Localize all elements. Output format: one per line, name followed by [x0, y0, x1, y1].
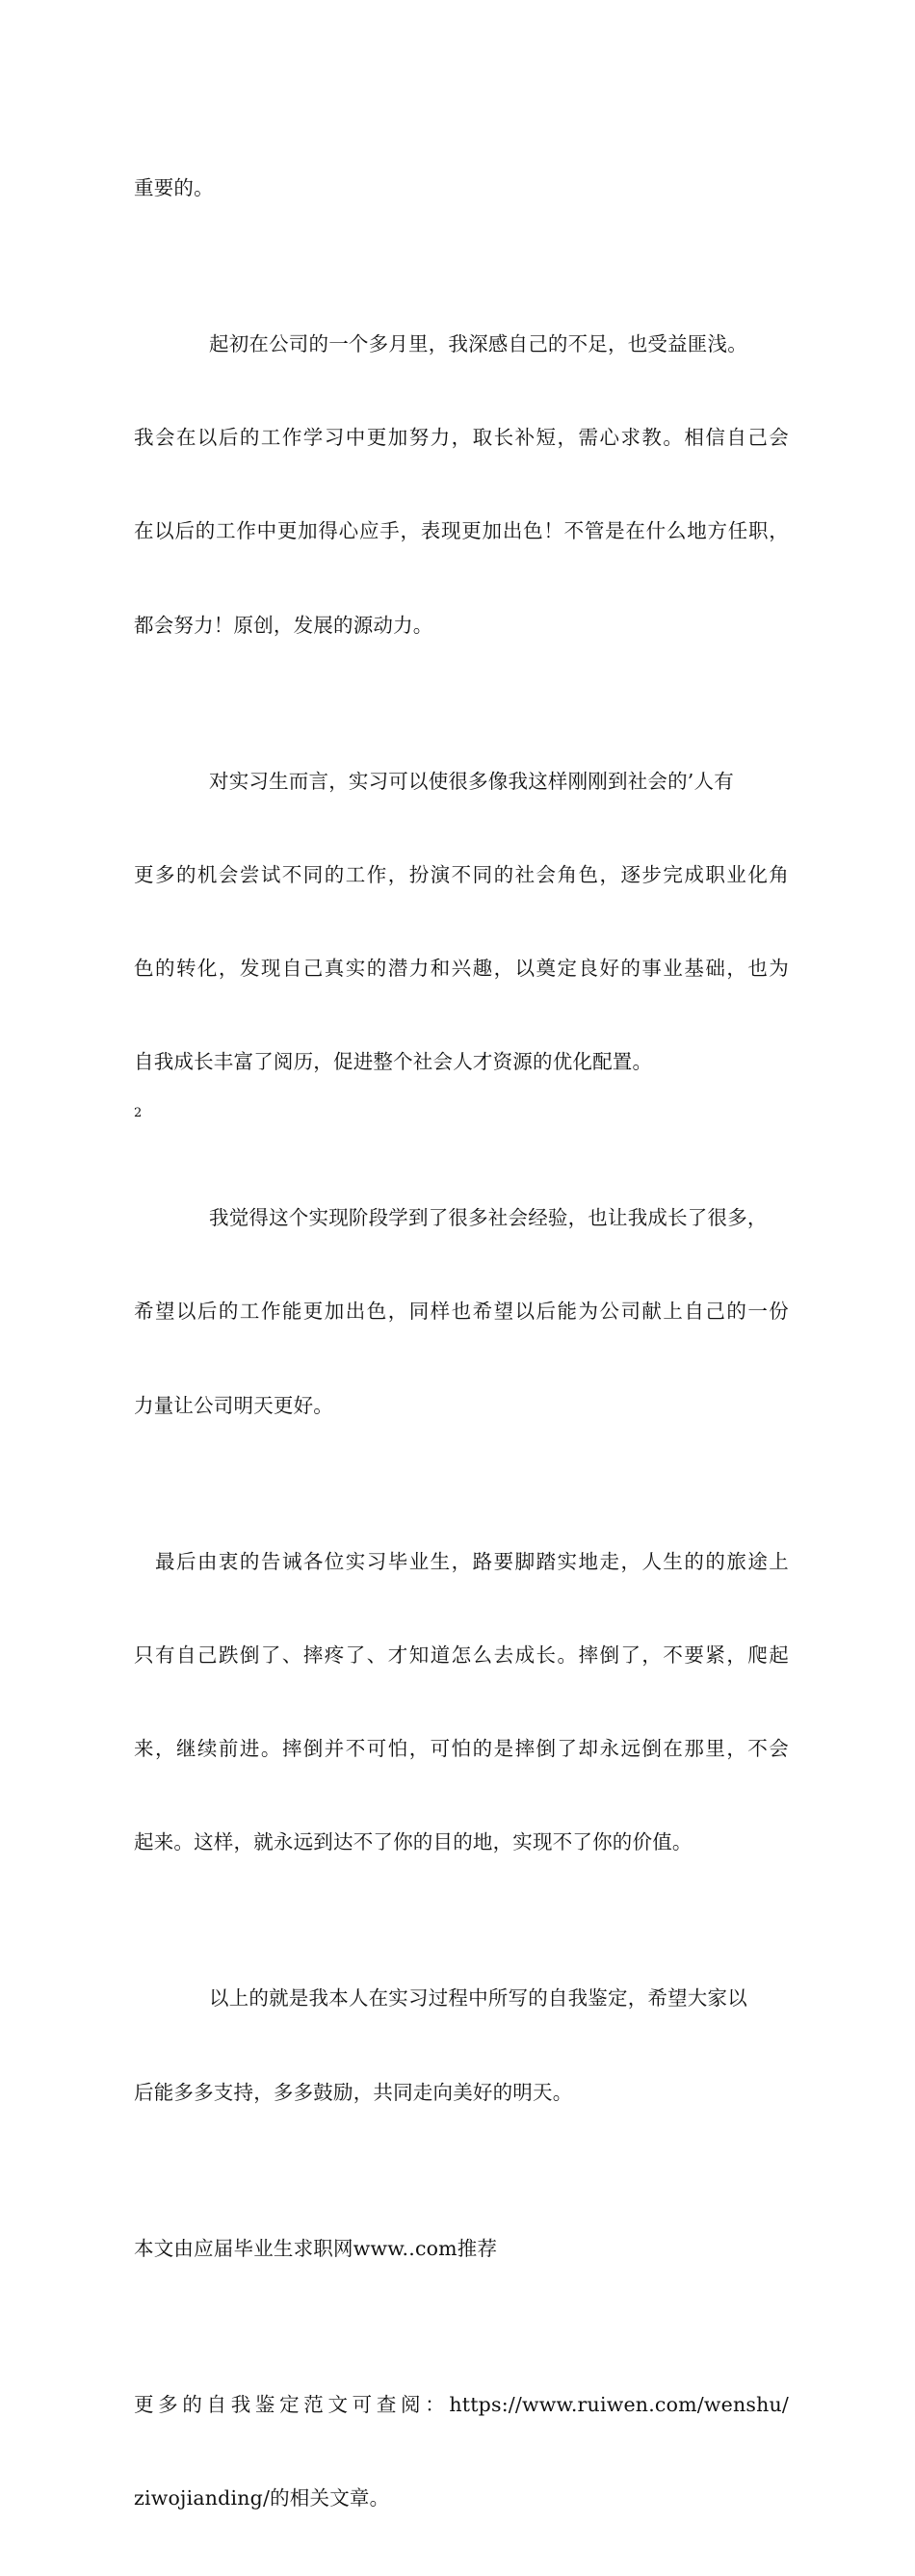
paragraph-continuation — [134, 110, 789, 266]
body-text — [134, 110, 789, 2576]
paragraph-more-link — [134, 2326, 789, 2576]
text-line: 希望以后的工作能更加出色，同样也希望以后能为公司献上自己的一份 — [134, 1300, 789, 1324]
text-line: 色的转化，发现自己真实的潜力和兴趣，以奠定良好的事业基础，也为 — [134, 956, 789, 980]
page-number: 2 — [134, 1106, 143, 1120]
text-line: 后能多多支持，多多鼓励，共同走向美好的明天。 — [134, 2080, 573, 2104]
text-line: 更多的机会尝试不同的工作，扮演不同的社会角色，逐步完成职业化角 — [134, 862, 789, 886]
paragraph-conclusion — [134, 1921, 789, 2170]
paragraph-intern-benefits — [134, 703, 789, 1141]
text-line: 都会努力！原创，发展的源动力。 — [134, 613, 433, 637]
paragraph-source — [134, 2170, 789, 2326]
text-line: 我会在以后的工作学习中更加努力，取长补短，需心求教。相信自己会 — [134, 426, 789, 450]
text-line: 来，继续前进。摔倒并不可怕，可怕的是摔倒了却永远倒在那里，不会 — [134, 1737, 789, 1761]
text-line: 最后由衷的告诫各位实习毕业生，路要脚踏实地走，人生的的旅途上 — [155, 1549, 789, 1573]
text-line: 只有自己跌倒了、摔疼了、才知道怎么去成长。摔倒了，不要紧，爬起 — [134, 1643, 789, 1667]
text-line: 本文由应届毕业生求职网www..com推荐 — [134, 2236, 498, 2260]
text-line: 自我成长丰富了阅历，促进整个社会人才资源的优化配置。 — [134, 1050, 653, 1074]
text-line: 在以后的工作中更加得心应手，表现更加出色！不管是在什么地方任职， — [134, 519, 789, 543]
text-line: 起初在公司的一个多月里，我深感自己的不足，也受益匪浅。 — [209, 331, 747, 355]
paragraph-experience — [134, 1140, 789, 1483]
paragraph-company-start — [134, 266, 789, 703]
text-line: 以上的就是我本人在实习过程中所写的自我鉴定，希望大家以 — [209, 1986, 747, 2011]
text-line: 对实习生而言，实习可以使很多像我这样刚刚到社会的’人有 — [209, 769, 734, 793]
text-line: 重要的。 — [134, 175, 214, 199]
text-line: 起来。这样，就永远到达不了你的目的地，实现不了你的价值。 — [134, 1830, 693, 1854]
paragraph-advice — [134, 1484, 789, 1921]
text-line: 力量让公司明天更好。 — [134, 1393, 333, 1417]
text-line: 我觉得这个实现阶段学到了很多社会经验，也让我成长了很多， — [209, 1206, 768, 1230]
text-line: ziwojianding/的相关文章。 — [134, 2485, 390, 2510]
text-line: 更多的自我鉴定范文可查阅：https://www.ruiwen.com/wenshu/ — [134, 2392, 789, 2416]
